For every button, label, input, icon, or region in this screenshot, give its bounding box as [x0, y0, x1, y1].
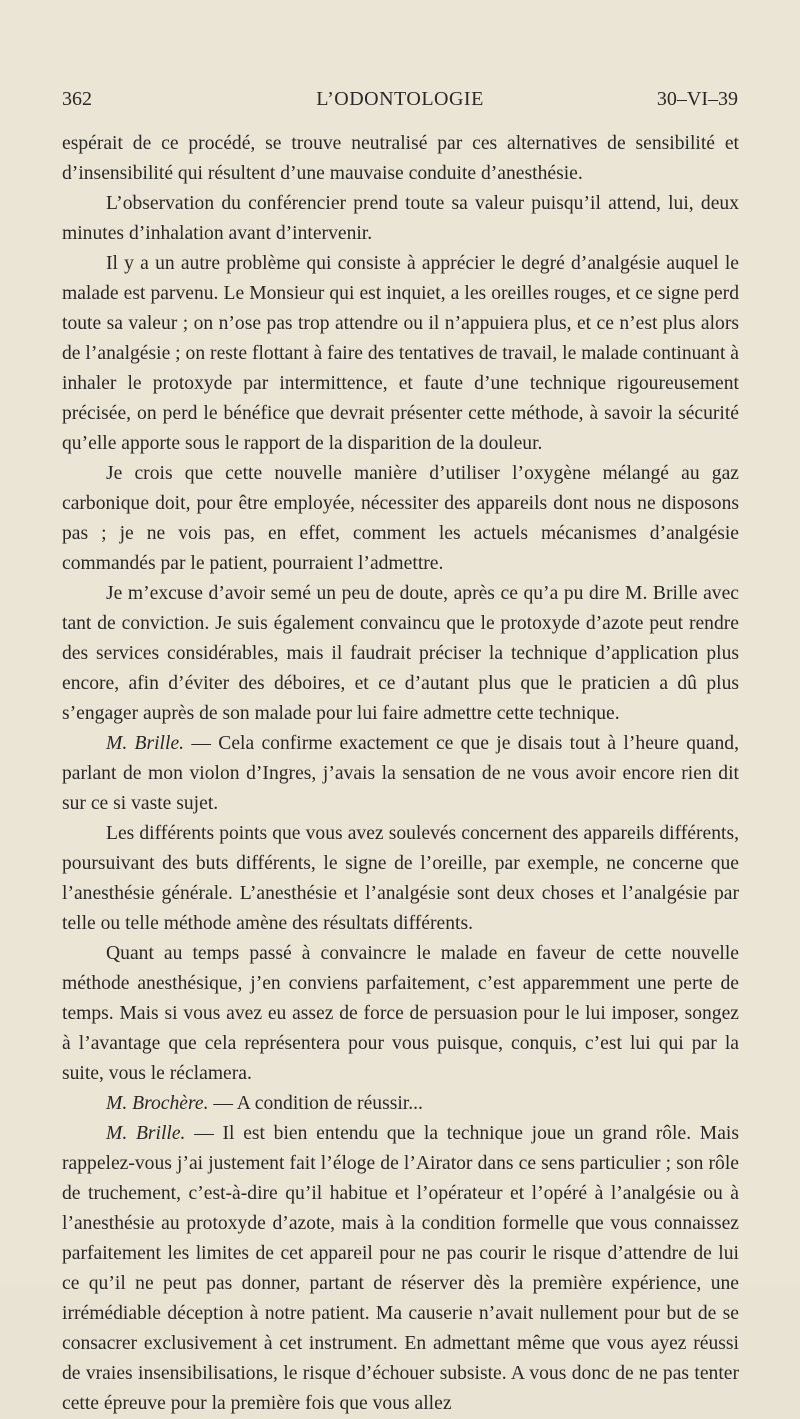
paragraph-4: Je crois que cette nouvelle manière d’utiliser l’oxygène mélangé au gaz carbonique doit, pour être employée, nécessiter des appareils dont nous ne disposons pas ; je ne vois pas, en effet, comment les actuels mécanismes d’analgésie commandés par le patient, pourraient l’admettre. — [62, 463, 739, 574]
paragraph-1: espérait de ce procédé, se trouve neutralisé par ces alternatives de sensibilité et d’insensibilité qui résultent d’une mauvaise conduite d’anesthésie. — [62, 133, 739, 184]
speech-text: — Cela confirme exactement ce que je disais tout à l’heure quand, parlant de mon violon d’Ingres, j’avais la sensation de ne vous avoir encore rien dit sur ce si vaste sujet. — [62, 733, 739, 814]
page-number: 362 — [62, 88, 92, 110]
paragraph-10 — [62, 1119, 739, 1419]
paragraph-6 — [62, 729, 739, 819]
speech-text: — A condition de réussir... — [208, 1093, 423, 1114]
speaker-name: M. Brille. — [106, 1123, 186, 1144]
paragraph-9 — [62, 1089, 739, 1119]
paragraph-3: Il y a un autre problème qui consiste à apprécier le degré d’analgésie auquel le malade est parvenu. Le Monsieur qui est inquiet, a les oreilles rouges, et ce signe perd toute sa valeur ; on n’ose pas trop attendre ou il n’appuiera plus, et ce n’est plus alors de l’analgésie ; on reste flottant à faire des tentatives de travail, le malade continuant à inhaler le protoxyde par intermittence, et faute d’une technique rigoureusement précisée, on perd le bénéfice que devrait présenter cette méthode, à savoir la sécurité qu’elle apporte sous le rapport de la disparition de la douleur. — [62, 253, 739, 454]
paragraph-8: Quant au temps passé à convaincre le malade en faveur de cette nouvelle méthode anesthésique, j’en conviens parfaitement, c’est apparemment une perte de temps. Mais si vous avez eu assez de force de persuasion pour le lui imposer, songez à l’avantage que cela représentera pour vous puisque, conquis, c’est lui qui par la suite, vous le réclamera. — [62, 943, 739, 1084]
running-header — [62, 88, 738, 118]
speaker-name: M. Brochère. — [106, 1093, 209, 1114]
paragraph-7: Les différents points que vous avez soulevés concernent des appareils différents, poursuivant des buts différents, le signe de l’oreille, par exemple, ne concerne que l’anesthésie générale. L’anesthésie et l’analgésie sont deux choses et l’analgésie par telle ou telle méthode amène des résultats différents. — [62, 823, 739, 934]
speech-text: — Il est bien entendu que la technique joue un grand rôle. Mais rappelez-vous j’ai justement fait l’éloge de l’Airator dans ce sens particulier ; son rôle de truchement, c’est-à-dire qu’il habitue et l’opérateur et l’opéré à l’analgésie ou à l’anesthésie au protoxyde d’azote, mais à la condition formelle que vous connaissez parfaitement les limites de cet appareil pour ne pas courir le risque d’attendre de lui ce qu’il ne peut pas donner, partant de réserver dès la première expérience, une irrémédiable déception à notre patient. Ma causerie n’avait nullement pour but de se consacrer exclusivement à cet instrument. En admettant même que vous ayez réussi de vraies insensibilisations, le risque d’échouer subsiste. A vous donc de ne pas tenter cette épreuve pour la première fois que vous allez — [62, 1123, 739, 1414]
paragraph-2: L’observation du conférencier prend toute sa valeur puisqu’il attend, lui, deux minutes d’inhalation avant d’intervenir. — [62, 193, 739, 244]
running-title: L’ODONTOLOGIE — [316, 88, 484, 110]
body-text — [62, 129, 739, 1419]
speaker-name: M. Brille. — [106, 733, 185, 754]
issue-date: 30–VI–39 — [656, 88, 738, 110]
paragraph-5: Je m’excuse d’avoir semé un peu de doute, après ce qu’a pu dire M. Brille avec tant de conviction. Je suis également convaincu que le protoxyde d’azote peut rendre des services considérables, mais il faudrait préciser la technique d’application plus encore, afin d’éviter des déboires, et ce d’autant plus que le praticien a dû plus s’engager auprès de son malade pour lui faire admettre cette technique. — [62, 583, 739, 724]
